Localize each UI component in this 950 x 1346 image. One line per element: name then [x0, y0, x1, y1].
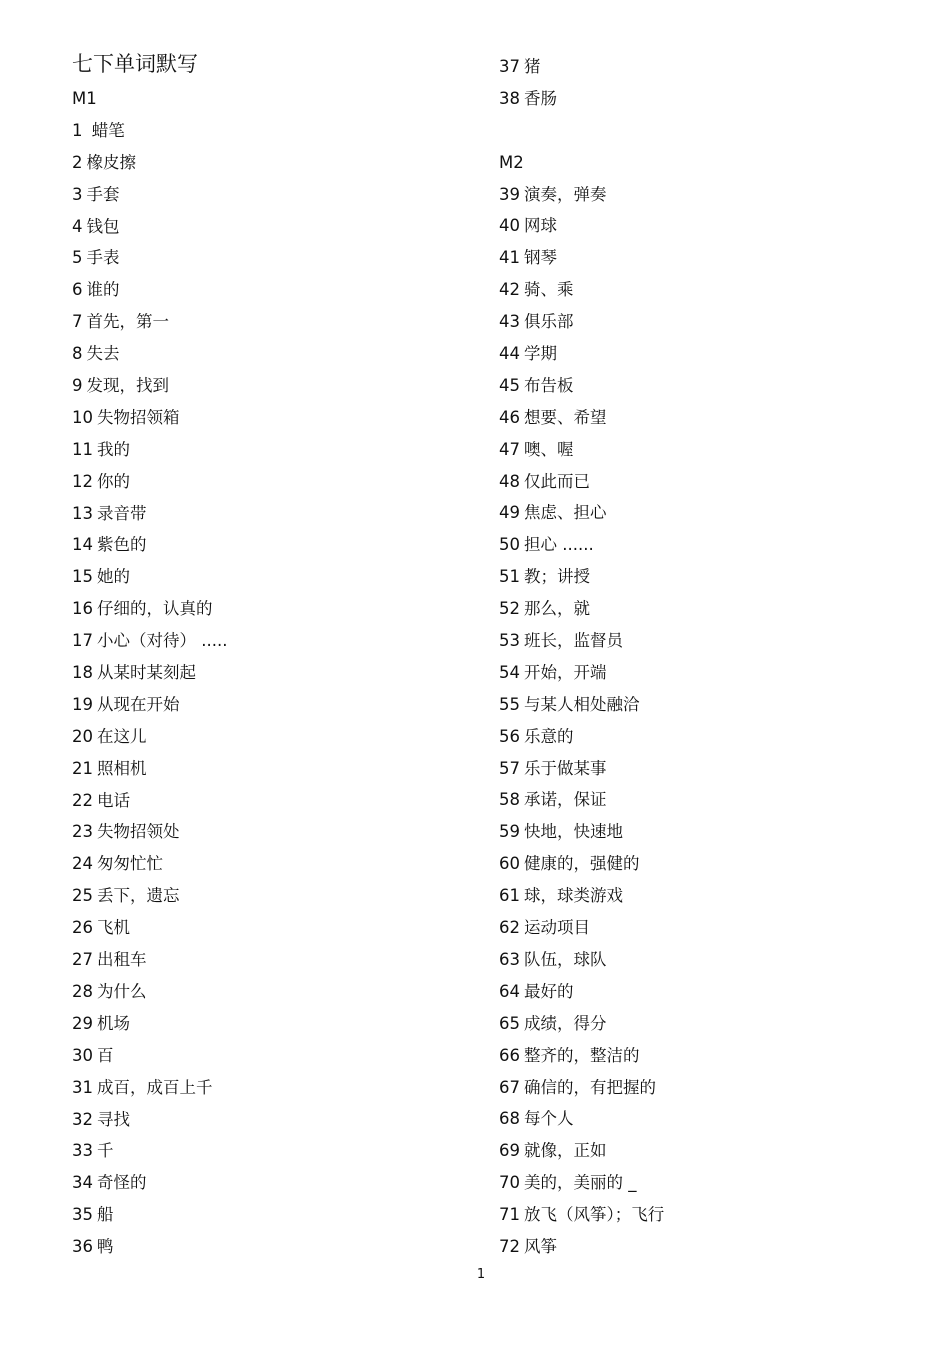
page-number: 1: [476, 1267, 486, 1282]
item-meaning: 俱乐部: [524, 312, 574, 332]
vocab-item: [72, 944, 472, 976]
vocab-item: [72, 529, 472, 561]
item-number: 61: [499, 886, 520, 906]
item-number: 35: [72, 1205, 93, 1225]
vocab-item: [499, 944, 899, 976]
item-number: 52: [499, 599, 520, 619]
item-number: 66: [499, 1045, 520, 1065]
item-number: 59: [499, 822, 520, 842]
item-meaning: 失去: [86, 344, 120, 364]
item-number: 8: [72, 344, 83, 364]
vocab-item: [72, 689, 472, 721]
item-meaning: 布告板: [524, 375, 574, 395]
vocab-item: [499, 1167, 899, 1199]
item-number: 13: [72, 503, 93, 523]
vocab-item: [72, 816, 472, 848]
item-number: 11: [72, 439, 93, 459]
item-number: 5: [72, 248, 83, 268]
vocab-item: [72, 434, 472, 466]
item-number: 30: [72, 1045, 93, 1065]
item-number: 47: [499, 439, 520, 459]
item-number: 9: [72, 376, 83, 396]
right-column: [499, 51, 899, 1263]
item-meaning: 出租车: [97, 950, 147, 970]
vocab-item: [499, 880, 899, 912]
item-meaning: 教；讲授: [524, 567, 590, 587]
item-meaning: 每个人: [524, 1109, 574, 1129]
item-number: 4: [72, 216, 83, 236]
vocab-item: [499, 753, 899, 785]
item-number: 29: [72, 1013, 93, 1033]
vocab-item: [499, 242, 899, 274]
item-number: 2: [72, 152, 83, 172]
item-meaning: 香肠: [524, 88, 557, 108]
item-meaning: 失物招领处: [97, 822, 180, 842]
item-number: 64: [499, 981, 520, 1001]
item-number: 48: [499, 471, 520, 491]
item-meaning: 在这儿: [97, 726, 147, 746]
item-meaning: 风筝: [524, 1236, 557, 1256]
vocab-item: [499, 1135, 899, 1167]
item-meaning: 机场: [97, 1013, 130, 1033]
vocab-item: [499, 912, 899, 944]
item-meaning: 从某时某刻起: [97, 663, 196, 683]
vocab-item: [499, 976, 899, 1008]
vocab-item: [72, 1135, 472, 1167]
item-number: 71: [499, 1205, 520, 1225]
vocab-item: [72, 1167, 472, 1199]
vocab-item: [72, 402, 472, 434]
vocab-item: [499, 816, 899, 848]
item-number: 3: [72, 184, 83, 204]
vocab-item: [499, 306, 899, 338]
vocab-item: [72, 848, 472, 880]
vocab-item: [499, 497, 899, 529]
vocab-item: [499, 1199, 899, 1231]
item-meaning: 手套: [86, 184, 120, 204]
item-number: 32: [72, 1109, 93, 1129]
item-meaning: 紫色的: [97, 535, 147, 555]
item-number: 1: [72, 120, 83, 140]
item-number: 72: [499, 1236, 520, 1256]
vocab-item: [499, 1231, 899, 1263]
vocab-item: [499, 721, 899, 753]
item-number: 15: [72, 567, 93, 587]
vocab-item: [499, 848, 899, 880]
vocab-item: [499, 83, 899, 115]
item-meaning: 从现在开始: [97, 694, 180, 714]
vocab-item: [72, 115, 472, 147]
item-meaning: 运动项目: [524, 918, 590, 938]
vocab-item: [72, 912, 472, 944]
item-number: 23: [72, 822, 93, 842]
item-meaning: 那么，就: [524, 599, 590, 619]
item-number: 31: [72, 1077, 93, 1097]
item-number: 7: [72, 312, 83, 332]
item-number: 54: [499, 662, 520, 682]
item-meaning: 乐意的: [524, 726, 574, 746]
item-number: 42: [499, 280, 520, 300]
item-meaning: 健康的，强健的: [524, 854, 640, 874]
item-meaning: 手表: [86, 248, 120, 268]
vocab-item: [499, 434, 899, 466]
item-number: 41: [499, 248, 520, 268]
item-meaning: 钢琴: [524, 248, 557, 268]
item-number: 28: [72, 981, 93, 1001]
page-footer: [0, 1266, 950, 1284]
item-number: 68: [499, 1109, 520, 1129]
item-meaning: 放飞（风筝）；飞行: [524, 1205, 665, 1225]
vocab-item: [499, 625, 899, 657]
vocab-item: [499, 529, 899, 561]
item-meaning: 演奏，弹奏: [524, 184, 607, 204]
item-meaning: 她的: [97, 567, 130, 587]
vocab-item: [499, 784, 899, 816]
vocab-item: [499, 1040, 899, 1072]
vocab-item: [499, 689, 899, 721]
vocab-item: [499, 466, 899, 498]
vocab-item: [499, 274, 899, 306]
item-meaning: 电话: [97, 790, 130, 810]
item-meaning: 成百，成百上千: [97, 1077, 213, 1097]
item-meaning: 寻找: [97, 1109, 130, 1129]
vocab-item: [499, 210, 899, 242]
item-number: 6: [72, 280, 83, 300]
item-number: 22: [72, 790, 93, 810]
page-title: 七下单词默写: [72, 52, 198, 76]
item-meaning: 班长，监督员: [524, 631, 623, 651]
vocab-item: [72, 561, 472, 593]
item-number: 65: [499, 1013, 520, 1033]
item-meaning: 百: [97, 1045, 114, 1065]
vocab-item: [72, 593, 472, 625]
item-number: 49: [499, 503, 520, 523]
vocab-item: [499, 1103, 899, 1135]
vocab-item: [499, 402, 899, 434]
item-meaning: 最好的: [524, 981, 574, 1001]
vocab-item: [72, 880, 472, 912]
vocab-item: [499, 370, 899, 402]
vocab-item: [72, 1072, 472, 1104]
left-column: [72, 83, 472, 1263]
item-number: 34: [72, 1173, 93, 1193]
vocab-item: [72, 1199, 472, 1231]
item-number: 16: [72, 599, 93, 619]
vocab-item: [72, 242, 472, 274]
module-heading: M1: [72, 89, 97, 108]
vocab-item: [72, 211, 472, 243]
item-meaning: 奇怪的: [97, 1173, 147, 1193]
vocab-item: [72, 753, 472, 785]
item-meaning: 为什么: [97, 981, 147, 1001]
item-meaning: 千: [97, 1141, 114, 1161]
vocab-item: [499, 561, 899, 593]
item-number: 58: [499, 790, 520, 810]
item-meaning: 开始，开端: [524, 662, 607, 682]
vocab-item: [72, 498, 472, 530]
item-meaning: 蜡笔: [86, 120, 125, 140]
item-number: 10: [72, 407, 93, 427]
item-meaning: 你的: [97, 471, 130, 491]
item-meaning: 担心 ......: [524, 535, 594, 555]
vocab-item: [72, 274, 472, 306]
module-heading: M2: [499, 152, 524, 172]
item-meaning: 学期: [524, 344, 557, 364]
item-meaning: 钱包: [86, 216, 120, 236]
vocab-item: [72, 370, 472, 402]
item-meaning: 整齐的，整洁的: [524, 1045, 640, 1065]
item-number: 56: [499, 726, 520, 746]
item-meaning: 队伍，球队: [524, 949, 607, 969]
item-meaning: 骑、乘: [524, 280, 574, 300]
item-meaning: 与某人相处融洽: [524, 694, 640, 714]
item-number: 63: [499, 949, 520, 969]
vocab-item: [499, 1072, 899, 1104]
vocab-item: [499, 593, 899, 625]
item-number: 20: [72, 726, 93, 746]
item-number: 25: [72, 886, 93, 906]
item-number: 69: [499, 1141, 520, 1161]
item-number: 44: [499, 344, 520, 364]
item-meaning: 船: [97, 1205, 114, 1225]
item-number: 18: [72, 663, 93, 683]
item-meaning: 橡皮擦: [86, 152, 136, 172]
item-meaning: 网球: [524, 216, 557, 236]
vocab-item: [72, 1231, 472, 1263]
item-number: 33: [72, 1141, 93, 1161]
vocab-item: [72, 147, 472, 179]
item-number: 40: [499, 216, 520, 236]
item-number: 17: [72, 631, 93, 651]
item-meaning: 鸭: [97, 1237, 114, 1257]
item-number: 36: [72, 1237, 93, 1257]
item-meaning: 丢下，遗忘: [97, 886, 180, 906]
item-meaning: 飞机: [97, 918, 130, 938]
item-number: 21: [72, 758, 93, 778]
item-number: 57: [499, 758, 520, 778]
item-meaning: 匆匆忙忙: [97, 854, 163, 874]
item-number: 60: [499, 854, 520, 874]
item-meaning: 确信的，有把握的: [524, 1077, 656, 1097]
item-meaning: 我的: [97, 439, 130, 459]
vocab-item: [72, 785, 472, 817]
vocab-item: [72, 1104, 472, 1136]
item-number: 53: [499, 631, 520, 651]
item-number: 14: [72, 535, 93, 555]
item-meaning: 就像，正如: [524, 1141, 607, 1161]
item-number: 45: [499, 375, 520, 395]
item-number: 24: [72, 854, 93, 874]
item-number: 51: [499, 567, 520, 587]
item-meaning: 快地，快速地: [524, 822, 623, 842]
item-number: 19: [72, 694, 93, 714]
item-meaning: 失物招领箱: [97, 407, 180, 427]
vocab-item: [72, 721, 472, 753]
item-meaning: 焦虑、担心: [524, 503, 607, 523]
item-number: 38: [499, 88, 520, 108]
item-number: 62: [499, 918, 520, 938]
item-meaning: 录音带: [97, 503, 147, 523]
vocab-item: [499, 1008, 899, 1040]
item-meaning: 噢、喔: [524, 439, 574, 459]
vocab-item: [72, 1008, 472, 1040]
blank-line: [499, 115, 899, 147]
item-meaning: 小心（对待） .....: [97, 631, 228, 651]
vocab-item: [499, 51, 899, 83]
vocab-item: [72, 976, 472, 1008]
item-number: 27: [72, 950, 93, 970]
vocab-item: [72, 306, 472, 338]
item-meaning: 谁的: [86, 280, 120, 300]
item-meaning: 球，球类游戏: [524, 886, 623, 906]
item-number: 26: [72, 918, 93, 938]
vocab-item: [72, 657, 472, 689]
item-meaning: 首先，第一: [86, 312, 169, 332]
item-meaning: 猪: [524, 57, 541, 76]
item-meaning: 照相机: [97, 758, 147, 778]
vocab-item: [499, 657, 899, 689]
item-meaning: 发现，找到: [86, 376, 169, 396]
item-number: 55: [499, 694, 520, 714]
item-number: 39: [499, 184, 520, 204]
item-number: 43: [499, 312, 520, 332]
item-number: 67: [499, 1077, 520, 1097]
item-number: 70: [499, 1173, 520, 1193]
vocab-item: [72, 179, 472, 211]
vocab-item: [72, 466, 472, 498]
vocab-item: [499, 179, 899, 211]
item-number: 37: [499, 57, 520, 76]
vocab-item: [72, 338, 472, 370]
item-meaning: 仔细的，认真的: [97, 599, 213, 619]
item-meaning: 乐于做某事: [524, 758, 607, 778]
item-number: 50: [499, 535, 520, 555]
item-meaning: 仅此而已: [524, 471, 590, 491]
vocab-item: [72, 1040, 472, 1072]
item-meaning: 想要、希望: [524, 407, 607, 427]
item-number: 46: [499, 407, 520, 427]
vocab-item: [499, 338, 899, 370]
item-meaning: 美的，美丽的 _: [524, 1173, 637, 1193]
vocab-item: [72, 625, 472, 657]
item-meaning: 成绩，得分: [524, 1013, 607, 1033]
item-meaning: 承诺，保证: [524, 790, 607, 810]
item-number: 12: [72, 471, 93, 491]
